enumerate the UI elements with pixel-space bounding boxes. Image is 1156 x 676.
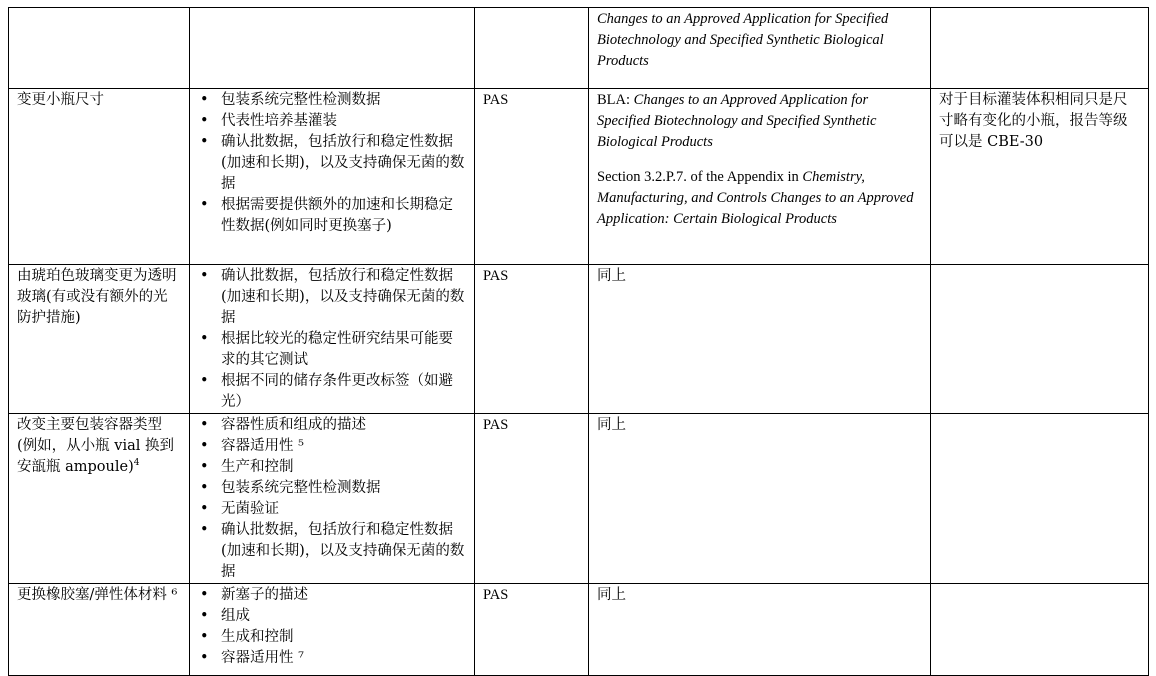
category-cell: PAS <box>475 265 589 414</box>
change-requirements-table <box>8 7 1149 676</box>
list-item: • 生成和控制 <box>198 627 466 648</box>
table-row <box>9 265 1149 414</box>
requirements-list <box>198 90 466 237</box>
table-row <box>9 8 1149 89</box>
notes-cell <box>931 584 1149 676</box>
reference-paragraph: 同上 <box>597 268 626 284</box>
requirements-list <box>198 585 466 669</box>
reference-paragraph: 同上 <box>597 417 626 433</box>
reference-cell <box>589 265 931 414</box>
requirements-list <box>198 266 466 413</box>
reference-paragraph: 同上 <box>597 587 626 603</box>
requirements-cell <box>190 265 475 414</box>
list-item: • 容器性质和组成的描述 <box>198 415 466 436</box>
requirements-cell <box>190 414 475 584</box>
list-item: • 生产和控制 <box>198 457 466 478</box>
requirements-cell <box>190 89 475 265</box>
notes-cell: 对于目标灌装体积相同只是尺寸略有变化的小瓶，报告等级可以是 CBE-30 <box>931 89 1149 265</box>
table-row <box>9 414 1149 584</box>
list-item: • 组成 <box>198 606 466 627</box>
requirements-cell <box>190 8 475 89</box>
reference-title: Chemistry, Manufacturing, and Controls Changes to an Approved Application: Certain Biological Products <box>597 169 914 227</box>
reference-paragraph: BLA: Changes to an Approved Application for Specified Biotechnology and Specified Synthetic Biological Products <box>597 92 877 150</box>
change-cell: 变更小瓶尺寸 <box>9 89 190 265</box>
reference-title: Changes to an Approved Application for Specified Biotechnology and Specified Synthetic Biological Products <box>597 11 889 69</box>
list-item: • 根据需要提供额外的加速和长期稳定性数据(例如同时更换塞子) <box>198 195 466 237</box>
reference-title: Changes to an Approved Application for Specified Biotechnology and Specified Synthetic Biological Products <box>597 92 877 150</box>
category-cell: PAS <box>475 414 589 584</box>
list-item: • 确认批数据，包括放行和稳定性数据(加速和长期)，以及支持确保无菌的数据 <box>198 266 466 329</box>
requirements-list <box>198 415 466 583</box>
reference-cell <box>589 8 931 89</box>
list-item: • 确认批数据，包括放行和稳定性数据(加速和长期)，以及支持确保无菌的数据 <box>198 520 466 583</box>
list-item: • 包装系统完整性检测数据 <box>198 478 466 499</box>
category-cell: PAS <box>475 89 589 265</box>
reference-paragraph: Section 3.2.P.7. of the Appendix in Chemistry, Manufacturing, and Controls Changes to an Approved Application: Certain Biological Products <box>597 169 914 227</box>
table-row <box>9 89 1149 265</box>
notes-cell <box>931 414 1149 584</box>
notes-cell <box>931 8 1149 89</box>
change-cell: 更换橡胶塞/弹性体材料 ⁶ <box>9 584 190 676</box>
table-row <box>9 584 1149 676</box>
list-item: • 根据比较光的稳定性研究结果可能要求的其它测试 <box>198 329 466 371</box>
change-cell: 由琥珀色玻璃变更为透明玻璃(有或没有额外的光防护措施) <box>9 265 190 414</box>
list-item: • 容器适用性 ⁷ <box>198 648 466 669</box>
requirements-cell <box>190 584 475 676</box>
category-cell: PAS <box>475 584 589 676</box>
list-item: • 确认批数据，包括放行和稳定性数据(加速和长期)，以及支持确保无菌的数据 <box>198 132 466 195</box>
reference-cell <box>589 414 931 584</box>
list-item: • 根据不同的储存条件更改标签（如避光） <box>198 371 466 413</box>
list-item: • 新塞子的描述 <box>198 585 466 606</box>
change-cell <box>9 8 190 89</box>
list-item: • 无菌验证 <box>198 499 466 520</box>
list-item: • 代表性培养基灌装 <box>198 111 466 132</box>
list-item: • 包装系统完整性检测数据 <box>198 90 466 111</box>
reference-cell <box>589 89 931 265</box>
change-cell: 改变主要包装容器类型(例如，从小瓶 vial 换到安瓿瓶 ampoule)$^4$ <box>9 414 190 584</box>
notes-cell <box>931 265 1149 414</box>
category-cell <box>475 8 589 89</box>
footnote-marker: 4 <box>133 458 140 469</box>
reference-cell <box>589 584 931 676</box>
reference-paragraph <box>597 9 922 72</box>
list-item: • 容器适用性 ⁵ <box>198 436 466 457</box>
